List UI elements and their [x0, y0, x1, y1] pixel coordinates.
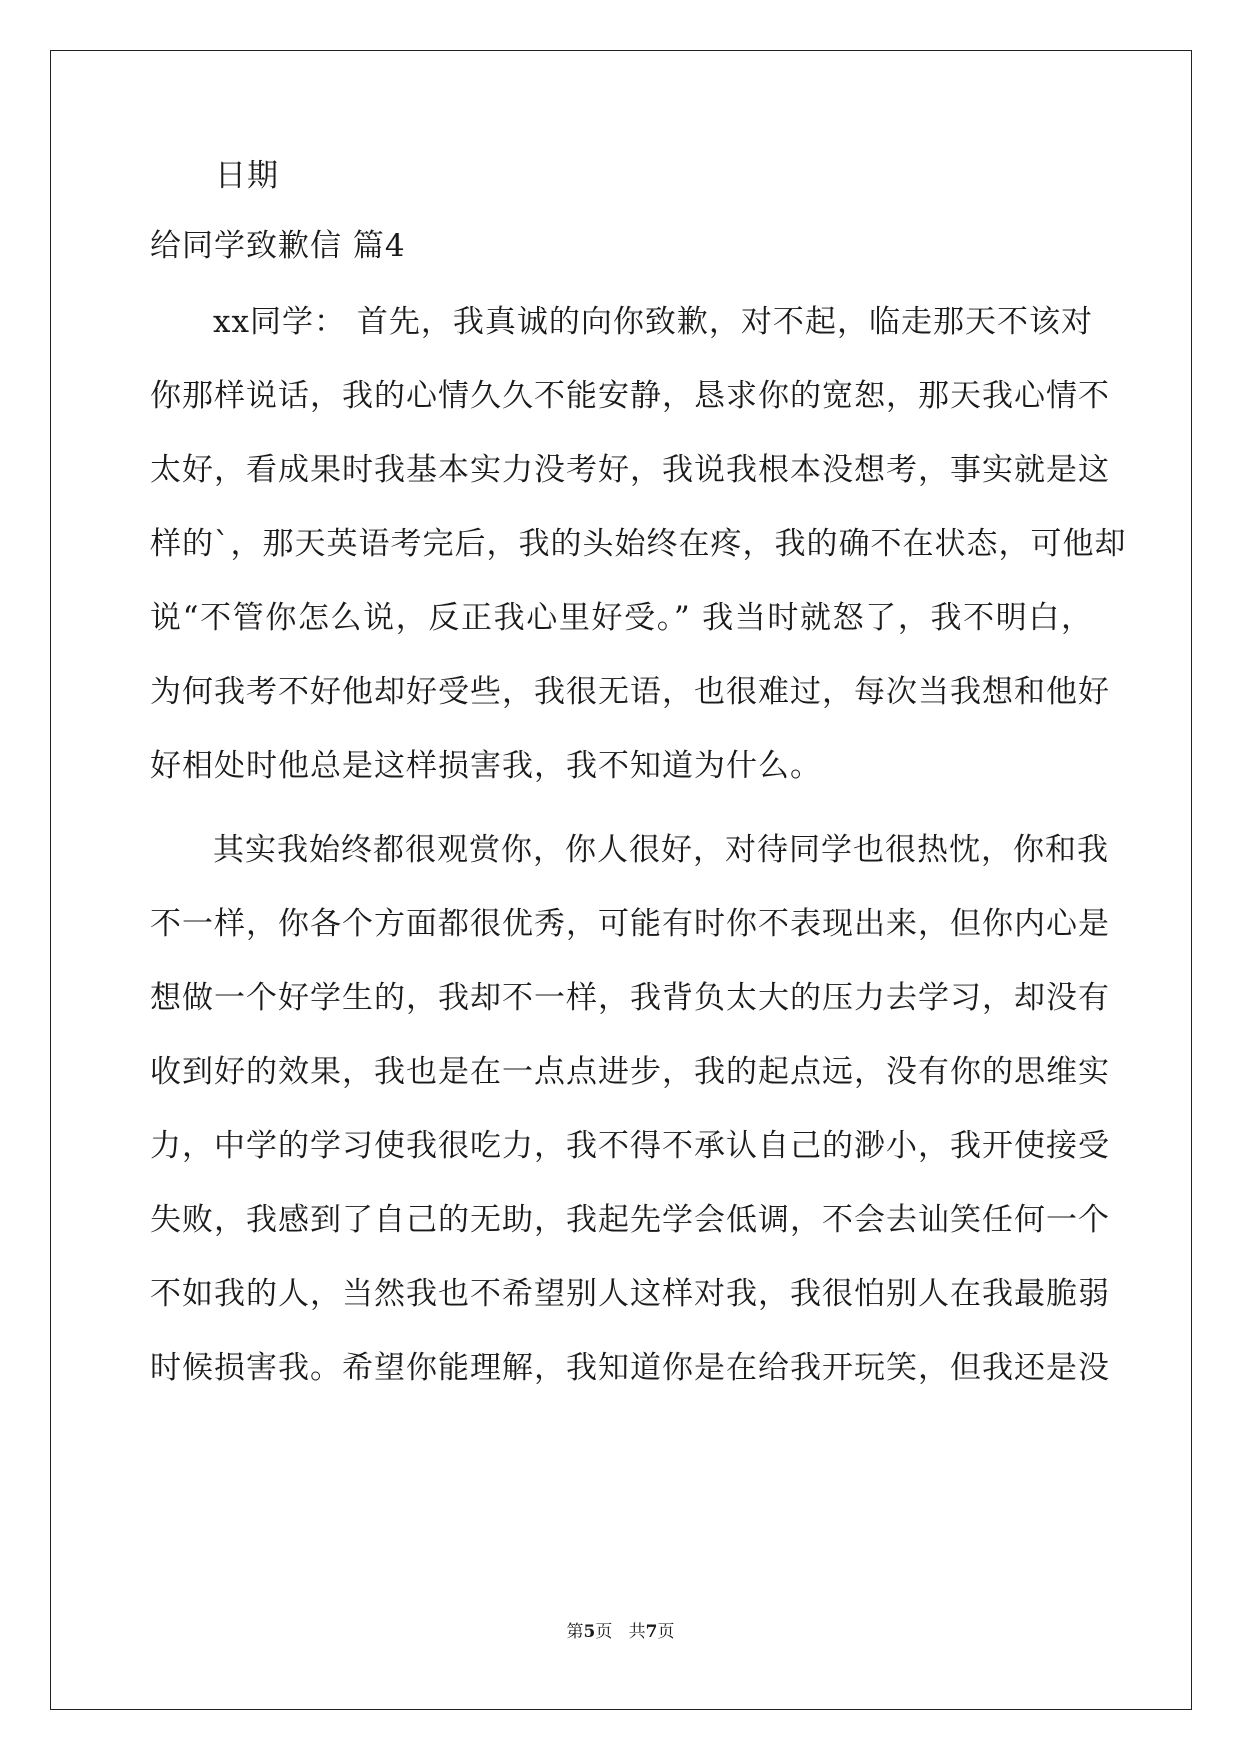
body-line: 太好，看成果时我基本实力没考好，我说我根本没想考，事实就是这 [150, 452, 1110, 488]
letter-heading: 给同学致歉信 篇4 [150, 228, 406, 264]
body-line: 时候损害我。希望你能理解，我知道你是在给我开玩笑，但我还是没 [150, 1350, 1110, 1386]
body-line: xx同学： 首先，我真诚的向你致歉，对不起，临走那天不该对 [213, 304, 1093, 340]
footer-total-pages: 7 [645, 1622, 658, 1642]
body-line: 收到好的效果，我也是在一点点进步，我的起点远，没有你的思维实 [150, 1054, 1110, 1090]
date-label: 日期 [215, 158, 279, 194]
body-line: 不一样，你各个方面都很优秀，可能有时你不表现出来，但你内心是 [150, 906, 1110, 942]
body-line: 你那样说话，我的心情久久不能安静，恳求你的宽恕，那天我心情不 [150, 378, 1110, 414]
footer-current-page: 5 [583, 1622, 596, 1642]
body-line: 不如我的人，当然我也不希望别人这样对我，我很怕别人在我最脆弱 [150, 1276, 1110, 1312]
body-line: 好相处时他总是这样损害我，我不知道为什么。 [150, 748, 822, 784]
body-line: 说“不管你怎么说，反正我心里好受。” 我当时就怒了，我不明白， [150, 600, 1093, 636]
body-line: 失败，我感到了自己的无助，我起先学会低调，不会去讪笑任何一个 [150, 1202, 1110, 1238]
page-border [50, 50, 1192, 1710]
footer-suffix: 页 [657, 1622, 675, 1642]
body-line: 样的`，那天英语考完后，我的头始终在疼，我的确不在状态，可他却 [150, 526, 1127, 562]
footer-mid: 页 共 [595, 1622, 646, 1642]
body-line: 为何我考不好他却好受些，我很无语，也很难过，每次当我想和他好 [150, 674, 1110, 710]
body-line: 力，中学的学习使我很吃力，我不得不承认自己的渺小，我开使接受 [150, 1128, 1110, 1164]
page-footer [0, 1620, 1241, 1644]
body-line: 想做一个好学生的，我却不一样，我背负太大的压力去学习，却没有 [150, 980, 1110, 1016]
footer-prefix: 第 [566, 1622, 584, 1642]
body-line: 其实我始终都很观赏你，你人很好，对待同学也很热忱，你和我 [213, 832, 1109, 868]
